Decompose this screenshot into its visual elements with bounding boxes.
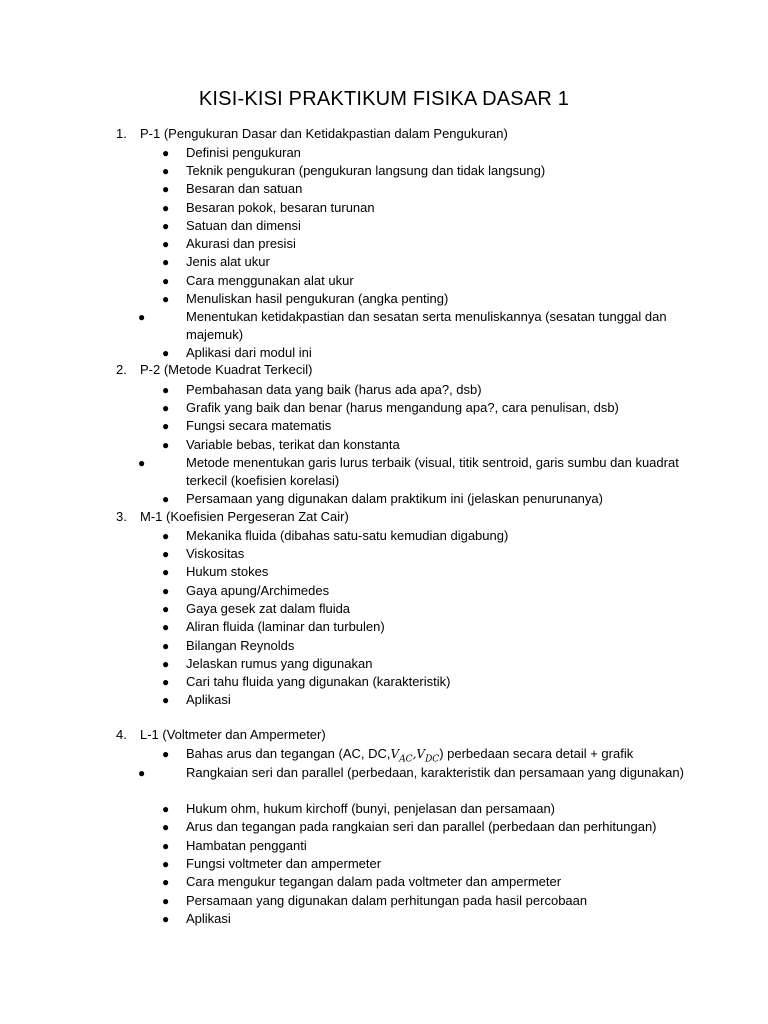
list-item-text: Satuan dan dimensi (186, 218, 301, 233)
bullet-icon: ● (162, 219, 170, 233)
list-item-text: ) perbedaan secara detail + grafik (439, 746, 634, 761)
list-item-text: Hukum stokes (186, 564, 269, 579)
bullet-icon: ● (138, 766, 146, 780)
list-item (162, 417, 331, 435)
section-heading-3 (116, 509, 349, 524)
list-item-text: Fungsi voltmeter dan ampermeter (186, 856, 382, 871)
list-item-text: Aliran fluida (laminar dan turbulen) (186, 619, 385, 634)
list-item-text: Mekanika fluida (dibahas satu-satu kemudian digabung) (186, 528, 509, 543)
list-item-text: Gaya apung/Archimedes (186, 583, 330, 598)
list-item-text: Hukum ohm, hukum kirchoff (bunyi, penjelasan dan persamaan) (186, 801, 556, 816)
list-item (162, 691, 231, 709)
section-number: 2. (116, 362, 127, 377)
list-item (162, 673, 450, 691)
list-item-text: Bilangan Reynolds (186, 638, 295, 653)
list-item-text: Aplikasi dari modul ini (186, 345, 312, 360)
math-symbol: $V_{AC},V_{DC}$ (390, 747, 440, 765)
list-item (138, 454, 686, 489)
list-item (162, 910, 231, 928)
list-item-text: Akurasi dan presisi (186, 236, 296, 251)
list-item (162, 892, 587, 910)
list-item-text: Aplikasi (186, 692, 231, 707)
bullet-icon: ● (162, 529, 170, 543)
bullet-icon: ● (162, 492, 170, 506)
list-item (162, 873, 561, 891)
bullet-icon: ● (162, 839, 170, 853)
bullet-icon: ● (162, 237, 170, 251)
list-item-text: Teknik pengukuran (pengukuran langsung dan tidak langsung) (186, 163, 546, 178)
list-item (162, 545, 244, 563)
bullet-icon: ● (162, 438, 170, 452)
list-item (162, 800, 555, 818)
list-item-text: Besaran pokok, besaran turunan (186, 200, 375, 215)
list-item (162, 290, 448, 308)
bullet-icon: ● (162, 164, 170, 178)
bullet-icon: ● (162, 584, 170, 598)
section-number: 1. (116, 126, 127, 141)
list-item (162, 272, 354, 290)
list-item (162, 527, 508, 545)
bullet-icon: ● (162, 274, 170, 288)
list-item (162, 837, 307, 855)
section-heading-text: P-2 (Metode Kuadrat Terkecil) (140, 362, 313, 377)
list-item-text: Fungsi secara matematis (186, 418, 332, 433)
list-item-text: Metode menentukan garis lurus terbaik (visual, titik sentroid, garis sumbu dan kuadrat terkecil (koefisien korelasi) (186, 455, 679, 488)
list-item-text: Persamaan yang digunakan dalam perhitungan pada hasil percobaan (186, 893, 588, 908)
list-item-text: Gaya gesek zat dalam fluida (186, 601, 351, 616)
list-item-text: Menentukan ketidakpastian dan sesatan serta menuliskannya (sesatan tunggal dan majemuk) (186, 309, 667, 342)
list-item-text: Persamaan yang digunakan dalam praktikum ini (jelaskan penurunanya) (186, 491, 603, 506)
section-heading-2 (116, 362, 312, 377)
list-item (162, 618, 385, 636)
bullet-icon: ● (162, 419, 170, 433)
bullet-icon: ● (162, 639, 170, 653)
list-item-text: Jelaskan rumus yang digunakan (186, 656, 373, 671)
bullet-icon: ● (162, 747, 170, 761)
list-item (162, 217, 301, 235)
bullet-icon: ● (162, 802, 170, 816)
list-item-text: Cara mengukur tegangan dalam pada voltmeter dan ampermeter (186, 874, 562, 889)
bullet-icon: ● (162, 146, 170, 160)
bullet-icon: ● (138, 456, 146, 470)
list-item-text: Jenis alat ukur (186, 254, 270, 269)
list-item (162, 381, 482, 399)
list-item-text: Besaran dan satuan (186, 181, 303, 196)
section-heading-text: M-1 (Koefisien Pergeseran Zat Cair) (140, 509, 349, 524)
list-item (162, 162, 545, 180)
list-item (162, 490, 603, 508)
list-item (162, 637, 294, 655)
list-item (162, 436, 400, 454)
list-item (162, 199, 375, 217)
list-item (162, 563, 268, 581)
list-item-text: Arus dan tegangan pada rangkaian seri dan parallel (perbedaan dan perhitungan) (186, 819, 657, 834)
bullet-icon: ● (162, 693, 170, 707)
bullet-icon: ● (162, 857, 170, 871)
list-item (162, 600, 350, 618)
list-item (162, 399, 619, 417)
list-item-text: Grafik yang baik dan benar (harus mengandung apa?, cara penulisan, dsb) (186, 400, 619, 415)
list-item (162, 344, 312, 362)
bullet-icon: ● (162, 182, 170, 196)
list-item (162, 582, 329, 600)
list-item-text: Menuliskan hasil pengukuran (angka penting) (186, 291, 449, 306)
section-number: 3. (116, 509, 127, 524)
bullet-icon: ● (162, 201, 170, 215)
page-title: KISI-KISI PRAKTIKUM FISIKA DASAR 1 (198, 88, 570, 110)
list-item-text: Viskositas (186, 546, 245, 561)
list-item (162, 855, 381, 873)
bullet-icon: ● (162, 602, 170, 616)
list-item (162, 253, 270, 271)
list-item-text: Variable bebas, terikat dan konstanta (186, 437, 400, 452)
bullet-icon: ● (162, 620, 170, 634)
section-heading-text: P-1 (Pengukuran Dasar dan Ketidakpastian dalam Pengukuran) (140, 126, 508, 141)
bullet-icon: ● (162, 894, 170, 908)
bullet-icon: ● (138, 310, 146, 324)
list-item (138, 764, 686, 782)
section-number: 4. (116, 727, 127, 742)
list-item-text: Bahas arus dan tegangan (AC, DC, (186, 746, 391, 761)
list-item-text: Cara menggunakan alat ukur (186, 273, 354, 288)
list-item (162, 655, 372, 673)
bullet-icon: ● (162, 875, 170, 889)
section-heading-1 (116, 126, 508, 141)
section-heading-text: L-1 (Voltmeter dan Ampermeter) (140, 727, 326, 742)
list-item (162, 180, 302, 198)
bullet-icon: ● (162, 565, 170, 579)
list-item (162, 818, 657, 836)
bullet-icon: ● (162, 292, 170, 306)
section-heading-4 (116, 727, 326, 742)
bullet-icon: ● (162, 346, 170, 360)
list-item-text: Definisi pengukuran (186, 145, 301, 160)
bullet-icon: ● (162, 820, 170, 834)
list-item-text: Cari tahu fluida yang digunakan (karakteristik) (186, 674, 451, 689)
bullet-icon: ● (162, 401, 170, 415)
bullet-icon: ● (162, 912, 170, 926)
list-item (162, 144, 301, 162)
bullet-icon: ● (162, 657, 170, 671)
list-item-text: Aplikasi (186, 911, 231, 926)
list-item-text: Pembahasan data yang baik (harus ada apa?, dsb) (186, 382, 482, 397)
bullet-icon: ● (162, 255, 170, 269)
list-item (162, 235, 296, 253)
bullet-icon: ● (162, 383, 170, 397)
bullet-icon: ● (162, 675, 170, 689)
list-item-text: Hambatan pengganti (186, 838, 307, 853)
bullet-icon: ● (162, 547, 170, 561)
list-item (138, 308, 686, 343)
list-item-text: Rangkaian seri dan parallel (perbedaan, karakteristik dan persamaan yang digunakan) (186, 765, 684, 780)
